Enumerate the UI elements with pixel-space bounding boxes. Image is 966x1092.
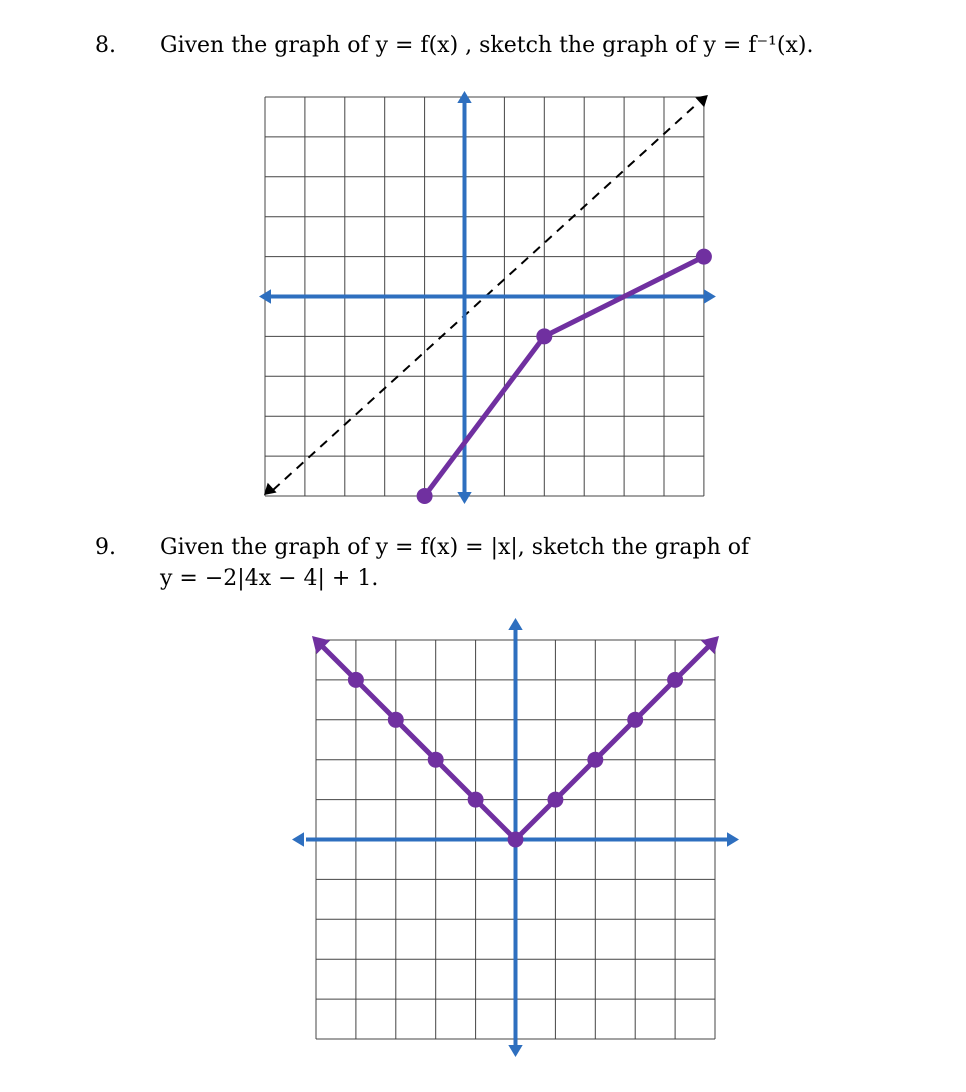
abs-graph-point — [627, 712, 643, 728]
problem-8-prompt: Given the graph of y = f(x) , sketch the graph of y = f⁻¹(x). — [160, 33, 814, 58]
abs-graph-point — [508, 832, 524, 848]
x-axis-arrow-right — [727, 832, 739, 846]
problem-8-number: 8. — [95, 33, 116, 58]
problem-9-prompt-line2: y = −2|4x − 4| + 1. — [160, 566, 379, 591]
y-axis-arrow-up — [508, 618, 522, 630]
abs-graph-point — [428, 752, 444, 768]
abs-graph-point — [468, 792, 484, 808]
problem-9-prompt-line1: Given the graph of y = f(x) = |x|, sketch the graph of — [160, 535, 750, 560]
abs-graph-point — [547, 792, 563, 808]
x-axis-arrow-left — [292, 832, 304, 846]
abs-graph-point — [388, 712, 404, 728]
abs-graph-point — [348, 672, 364, 688]
y-axis-arrow-down — [508, 1045, 522, 1057]
abs-graph-point — [587, 752, 603, 768]
problem-9-number: 9. — [95, 535, 116, 560]
abs-graph-point — [667, 672, 683, 688]
